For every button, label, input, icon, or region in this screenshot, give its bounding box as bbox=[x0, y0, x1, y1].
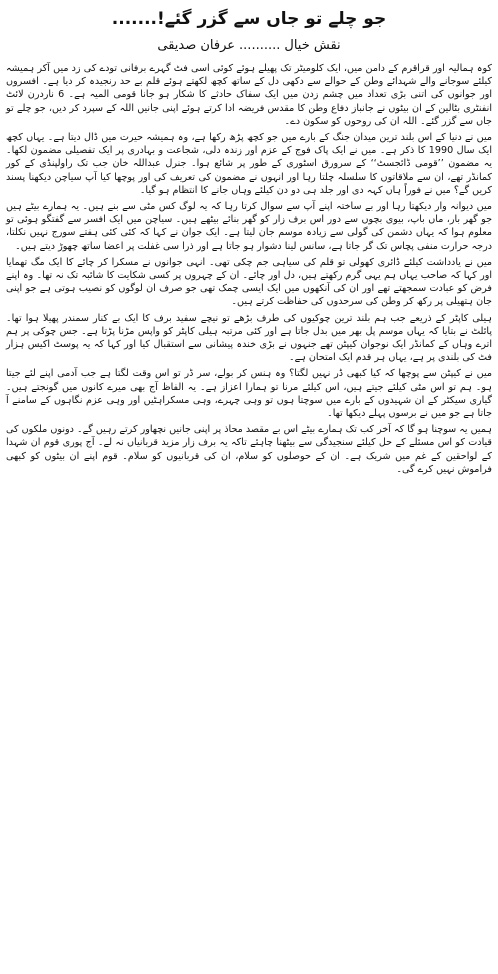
article-paragraph: میں نے کیپٹن سے پوچھا کہ کیا کبھی ڈر نہیں لگتا؟ وہ ہنس کر بولے، سر ڈر تو اس وقت لگتا ہے جب آدمی اپنے لئے جیتا ہو۔ ہم تو اس مٹی کیلئے جیتے ہیں، اس کیلئے مرنا تو ہمارا اعزاز ہے۔ یہ الفاظ آج بھی میرے کانوں میں گونجتے ہیں۔ گیاری سیکٹر کے ان شہیدوں کے بارے میں سوچتا ہوں تو وہی چہرے، وہی مسکراہٹیں اور وہی عزم نگاہوں کے سامنے آ جاتا ہے جو میں نے برسوں پہلے دیکھا تھا۔ bbox=[6, 368, 492, 420]
author-name: عرفان صدیقی bbox=[157, 38, 236, 53]
byline bbox=[6, 36, 492, 56]
article-paragraph: ہیلی کاپٹر کے ذریعے جب ہم بلند ترین چوکیوں کی طرف بڑھے تو نیچے سفید برف کا ایک بے کنار سمندر پھیلا ہوا تھا۔ پائلٹ نے بتایا کہ یہاں موسم پل بھر میں بدل جاتا ہے اور کئی مرتبہ ہیلی کاپٹر کو واپس مڑنا پڑتا ہے۔ جس چوکی پر ہم اترے وہاں کے کمانڈر ایک نوجوان کیپٹن تھے جنہوں نے بڑی خندہ پیشانی سے استقبال کیا اور کہا کہ یہ پوسٹ اکیس ہزار فٹ کی بلندی پر ہے، یہاں ہر قدم ایک امتحان ہے۔ bbox=[6, 312, 492, 364]
article-paragraph: ہمیں یہ سوچنا ہو گا کہ آخر کب تک ہمارے بیٹے اس بے مقصد محاذ پر اپنی جانیں نچھاور کرتے رہیں گے۔ دونوں ملکوں کی قیادت کو اس مسئلے کے حل کیلئے سنجیدگی سے بیٹھنا چاہئے تاکہ یہ برف زار مزید قربانیاں نہ لے۔ آج پوری قوم ان شہدا کے لواحقین کے غم میں شریک ہے۔ ان کے حوصلوں کو سلام، ان کی قربانیوں کو سلام۔ قوم اپنے ان بیٹوں کو کبھی فراموش نہیں کرے گی۔ bbox=[6, 424, 492, 475]
byline-separator: .......... bbox=[239, 38, 281, 53]
article-paragraph: میں نے یادداشت کیلئے ڈائری کھولی تو قلم کی سیاہی جم چکی تھی۔ انہی جوانوں نے مسکرا کر چائے کا ایک مگ تھمایا اور کہا کہ صاحب یہاں ہم یہی گرم رکھتے ہیں، دل اور چائے۔ ان کے چہروں پر کسی شکایت کا شائبہ تک نہ تھا۔ وہ اپنے فرض کو عبادت سمجھتے تھے اور ان کی آنکھوں میں ایک ایسی چمک تھی جو صرف ان لوگوں کو نصیب ہوتی ہے جو اپنی جان ہتھیلی پر رکھ کر وطن کی سرحدوں کی حفاظت کرتے ہیں۔ bbox=[6, 256, 492, 308]
article-headline: جو چلے تو جاں سے گزر گئے!....... bbox=[111, 9, 387, 29]
article-paragraph: میں نے دنیا کے اس بلند ترین میدان جنگ کے بارے میں جو کچھ پڑھ رکھا ہے، وہ ہمیشہ حیرت میں ڈال دیتا ہے۔ یہاں کچھ ایک سال 1990 کا ذکر ہے۔ میں نے ایک پاک فوج کے عزم اور زندہ دلی، شجاعت و بہادری پر ایک تفصیلی مضمون لکھا۔ یہ مضمون ’’قومی ڈائجسٹ‘‘ کے سرورق اسٹوری کے طور پر شائع ہوا۔ جنرل عبداللہ خان جب تک راولپنڈی کے کور کمانڈر تھے، ان سے ملاقاتوں کا سلسلہ چلتا رہا اور انہوں نے مضمون کی تعریف کی اور پوچھا کیا آپ سیاچن دیکھنا پسند کریں گے؟ میں نے فوراً ہاں کہہ دی اور جلد ہی دو دن کیلئے وہاں جانے کا انتظام ہو گیا۔ bbox=[6, 132, 492, 196]
article-paragraph: کوہ ہمالیہ اور قراقرم کے دامن میں، ایک کلومیٹر تک پھیلے ہوئے کوئی اسی فٹ گہرے برفانی تودے کی زد میں آکر ہمیشہ کیلئے سوجانے والے شہدائے وطن کے حوالے سے دکھی دل کے ساتھ کچھ لکھتے ہوئے قلم بے حد رنجیدہ کر دیا ہے۔ افسروں اور جوانوں کی اتنی بڑی تعداد میں چشم زدن میں ایک سفاک حادثے کا شکار ہو جانا قومی المیہ ہے۔ 6 ناردرن لائٹ انفنٹری بٹالین کے ان بیٹوں نے جانباز دفاع وطن کا مقدس فریضہ ادا کرتے ہوئے اپنی جانیں اللہ کے سپرد کر دیں، جو چلے تو جاں سے گزر گئے۔ اللہ ان کی روحوں کو سکون دے۔ bbox=[6, 63, 492, 127]
column-title: نقش خیال bbox=[284, 38, 341, 53]
article-body bbox=[6, 62, 492, 476]
article-paragraph: میں دیوانہ وار دیکھتا رہا اور بے ساختہ اپنے آپ سے سوال کرتا رہا کہ یہ لوگ کس مٹی سے بنے ہیں۔ یہ ہمارے بیٹے ہیں جو گھر بار، ماں باپ، بیوی بچوں سے دور اس برف زار کو گھر بنائے بیٹھے ہیں۔ سیاچن میں ایک افسر سے گفتگو ہوئی تو معلوم ہوا کہ یہاں دشمن کی گولی سے زیادہ موسم جان لیتا ہے۔ ایک جوان نے کہا کہ کئی کئی ہفتے سورج نہیں نکلتا، درجہ حرارت منفی پچاس تک گر جاتا ہے، سانس لینا دشوار ہو جاتا ہے اور ذرا سی غفلت پر اعضا ساتھ چھوڑ دیتے ہیں۔ bbox=[6, 201, 492, 252]
